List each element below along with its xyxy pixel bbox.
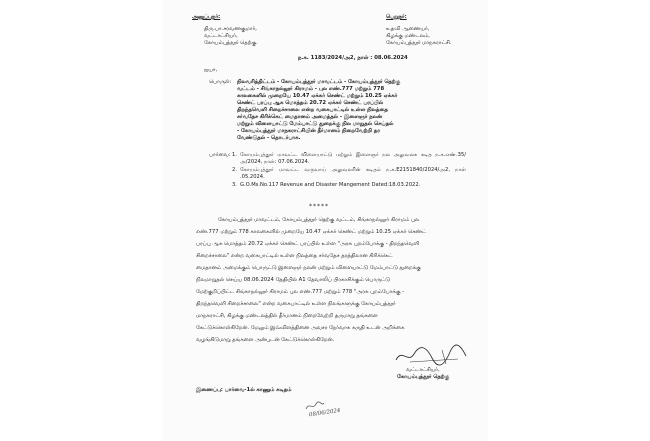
- to-designation: உதவி ஆணையர்,: [386, 26, 430, 32]
- reference-number: ந.க. 1183/2024/அ2, நாள் : 08.06.2024: [298, 55, 408, 61]
- body-line: மைதானம் அமைக்கும் பொருட்டு இளைஞர் நலன் மற்றும் விளையாட்டு மேம்பாட்டு துறைக்கு: [196, 265, 421, 271]
- subject-line: மற்றும் விளையாட்டு மேம்பாட்டு துறைக்கு நில மாறுதல் செய்தல்: [237, 121, 394, 127]
- from-name: திரு.பா.சரவணகுமார்,: [204, 26, 257, 32]
- enclosure-note: இணைப்பு: பார்வை-1ல் காணும் கடிதம்: [196, 387, 292, 393]
- signature-scribble: [392, 344, 470, 368]
- body-line: எண்.777 மற்றும் 778 காலகைளில் முறையே 10.47 ஏக்கர் செண்ட் மற்றும் 10.25 ஏக்கர் செண்ட்: [196, 229, 427, 235]
- to-office: கோயம்புத்தூர் மாநகராட்சி.: [386, 40, 452, 46]
- subject-line: நிலவரித்திட்டம் - கோயம்புத்தூர் மாவட்டம் - கோயம்புத்தூர் தெற்கு: [237, 79, 401, 85]
- reference-number-3: 3.: [232, 182, 237, 188]
- from-office: கோயம்புத்தூர் தெற்கு.: [204, 40, 258, 46]
- reference-text-3: G.O.Ms.No.117 Revenue and Disaster Mangement Dated:18.03.2022.: [240, 182, 421, 188]
- body-line: பரப்பு ஆக மொத்தம் 20.72 ஏக்கர் செண்ட் பரப்பில் உள்ள "அரசு புறம்போக்கு - திறந்தவெளி: [196, 241, 420, 247]
- body-line: கேட்டுக்கொள்கிறேன். மேலும் இவ்விளத்தினை அவசர நேர்வாக கருதி உடன் அறிக்கை: [196, 325, 405, 331]
- signature-office: கோயம்புத்தூர் தெற்கு: [397, 374, 450, 380]
- subject-line: செண்ட் பரப்பு ஆக மொத்தம் 20.72 ஏக்கர் செண்ட் பரப்பில்: [237, 100, 384, 106]
- body-line: மாநகராட்சி, கிழக்கு மண்டலத்தில் தீர்மானம் நிறைவேற்றி தருமாறு தங்களை: [196, 313, 378, 319]
- subject-line: காலகைளில் முறையே 10.47 ஏக்கர் செண்ட் மற்றும் 10.25 ஏக்கர்: [237, 93, 398, 99]
- body-line: சிறைச்சாலை" என்ற வகைபாட்டில் உள்ள நிலத்தை சர்வதேச தரத்திலான கிரிக்கெட்: [196, 253, 393, 259]
- section-separator: *****: [309, 203, 329, 210]
- subject-line: சர்வதேச கிரிக்கெட் மைதானம் அமைத்தல் - இளைஞர் நலன்: [237, 114, 383, 120]
- reference-number-1: 1.: [232, 152, 237, 158]
- subject-line: - கோயம்புத்தூர் மாநகராட்சியின் தீர்மானம் நிறைவேற்றி தர: [237, 128, 380, 134]
- subject-label: பொருள்:: [209, 79, 232, 85]
- reference-text-2: கோயம்புத்தூர் மாவட்ட வருவாய் அலுவலரின் கடிதம் ந.க.E2151840/2024/அ2, நாள் .05.2024.: [240, 167, 466, 180]
- reference-item: [232, 152, 482, 166]
- salutation: ஐயா,: [204, 67, 218, 73]
- from-label: அனுப்புநர்:: [192, 14, 221, 20]
- reference-item: [232, 182, 482, 189]
- subject-line: வட்டம் - சிங்காநல்லூர் கிராமம் - புல எண்.777 மற்றும் 778: [237, 86, 385, 92]
- reference-item: [232, 167, 482, 181]
- from-designation: வட்டாட்சியர்,: [204, 33, 238, 39]
- reference-text-1: கோயம்புத்தூர் மாவட்ட விளையாட்டு மற்றும் இளைஞர் நல அலுவலக கடித ந.க.எண்.35/அ/2024, நாள்: 07.06.2024.: [240, 152, 466, 165]
- body-line: வழங்கிடுமாறு தங்களை அன்புடன் கேட்டுக்கொள்கிறேன்.: [196, 337, 335, 343]
- references-list: [232, 152, 482, 190]
- handwritten-initial: 08/06/2024: [308, 407, 341, 419]
- initial-scribble: [304, 401, 326, 411]
- signature-designation: வட்டாட்சியர்,: [406, 367, 440, 373]
- reference-number-2: 2.: [232, 167, 237, 173]
- body-line: திறந்தவெளி சிறைச்சாலை" என்ற வகைபாட்டில் உள்ள நிலங்களுக்கு கோயம்புத்தூர்: [196, 301, 396, 307]
- to-label: பெறுநர்:: [386, 14, 407, 20]
- subject-line: திறந்தவெளி சிறைச்சாலை என்ற வகைபாட்டில் உள்ள நிலத்தை: [237, 107, 388, 113]
- references-label: பார்வை:: [209, 152, 231, 158]
- subject-line: வேண்டுதல் - தொடர்பாக.: [237, 135, 301, 141]
- to-zone: கிழக்கு மண்டலம்,: [386, 33, 430, 39]
- body-line: கோயம்புத்தூர் மாவட்டம், கோயம்புத்தூர் தெற்கு வட்டம், சிங்காநல்லூர் கிராமம் புல: [218, 217, 420, 223]
- body-line: மேற்குறிப்பிட்ட சிங்காநல்லூர் கிராமம் புல எண்.777 மற்றும் 778 "அரசு புறம்போக்கு -: [196, 289, 405, 295]
- body-line: நிலமாறுதல் செய்ய 08.06.2024 தேதியில் A1 தேவாலிப் பிரகாசிக்கும் பொருட்டு: [196, 277, 390, 283]
